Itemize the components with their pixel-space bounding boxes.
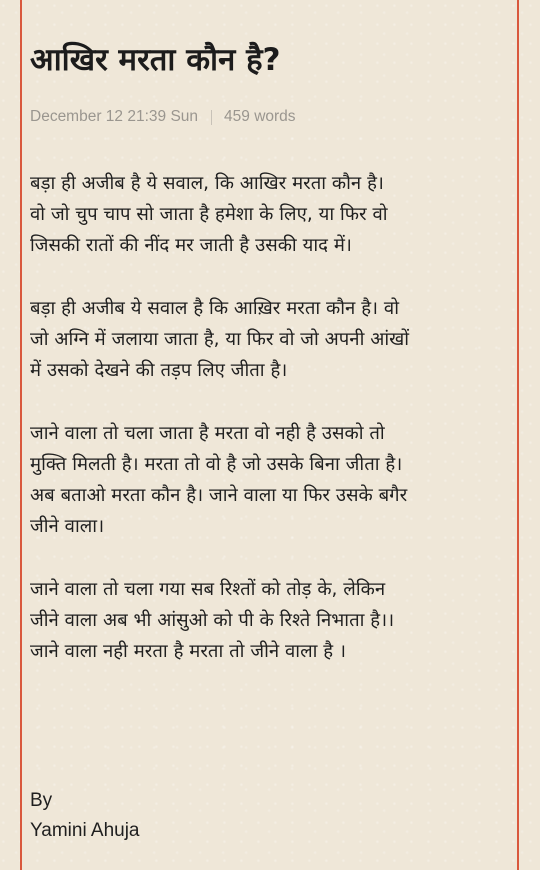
text-line: बड़ा ही अजीब है ये सवाल, कि आखिर मरता कौन है।: [30, 173, 384, 194]
article-datetime: December 12 21:39 Sun: [30, 108, 199, 125]
left-border-line: [20, 0, 22, 870]
text-line: वो जो चुप चाप सो जाता है हमेशा के लिए, या फिर वो: [30, 204, 388, 225]
author-name: Yamini Ahuja: [30, 820, 140, 841]
text-line: जाने वाला तो चला गया सब रिश्तों को तोड़ के, लेकिन: [30, 579, 386, 600]
article-title: आखिर मरता कौन है?: [30, 42, 281, 78]
meta-divider: [211, 110, 212, 125]
text-line: जीने वाला अब भी आंसुओ को पी के रिश्ते निभाता है।।: [30, 610, 395, 631]
byline-prefix: By: [30, 790, 53, 811]
text-line: जो अग्नि में जलाया जाता है, या फिर वो जो अपनी आंखों: [30, 329, 410, 350]
paragraph-4: [30, 574, 514, 667]
right-border-line: [517, 0, 519, 870]
text-line: जीने वाला।: [30, 516, 105, 537]
article-meta: [30, 104, 296, 130]
paragraph-3: [30, 418, 514, 542]
text-line: मुक्ति मिलती है। मरता तो वो है जो उसके बिना जीता है।: [30, 454, 403, 475]
paragraph-1: [30, 168, 514, 261]
article-body: [30, 168, 514, 699]
text-line: जाने वाला नही मरता है मरता तो जीने वाला है ।: [30, 641, 347, 662]
text-line: जाने वाला तो चला जाता है मरता वो नही है उसको तो: [30, 423, 385, 444]
text-line: बड़ा ही अजीब ये सवाल है कि आख़िर मरता कौन है। वो: [30, 298, 399, 319]
text-line: जिसकी रातों की नींद मर जाती है उसकी याद में।: [30, 235, 352, 256]
article-word-count: 459 words: [224, 108, 296, 125]
paragraph-2: [30, 293, 514, 386]
byline: [30, 786, 140, 846]
text-line: अब बताओ मरता कौन है। जाने वाला या फिर उसके बगैर: [30, 485, 408, 506]
text-line: में उसको देखने की तड़प लिए जीता है।: [30, 360, 288, 381]
